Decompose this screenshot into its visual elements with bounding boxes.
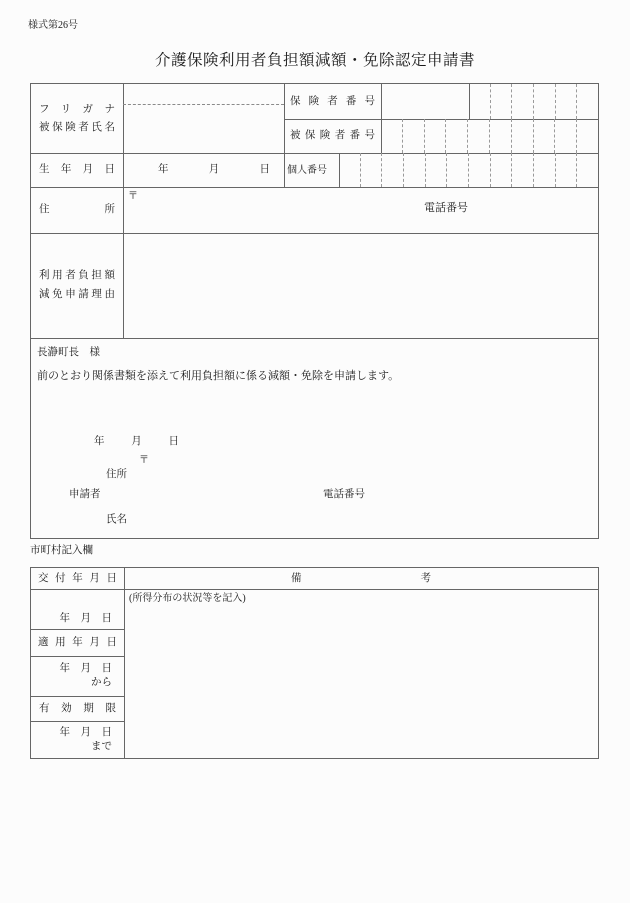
declaration-statement: 前のとおり関係書類を添えて利用負担額に係る減額・免除を申請します。 xyxy=(37,370,400,382)
digit-cell[interactable] xyxy=(469,84,490,119)
applicant-label: 申請者 xyxy=(69,489,101,500)
municipal-section-label: 市町村記入欄 xyxy=(30,545,93,556)
digit-cell[interactable] xyxy=(425,153,447,187)
digit-cell[interactable] xyxy=(533,119,555,153)
digit-cell[interactable] xyxy=(467,119,489,153)
digit-cell[interactable] xyxy=(381,153,403,187)
insured-name-label: 被保険者氏名 xyxy=(39,121,115,133)
remarks-field[interactable] xyxy=(124,589,598,758)
postal-mark: 〒 xyxy=(128,191,138,202)
year-unit: 年 xyxy=(94,436,105,448)
digit-cell[interactable] xyxy=(533,153,555,187)
digit-cell[interactable] xyxy=(381,119,402,153)
year-unit: 年 xyxy=(158,164,169,176)
birth-date-label: 生年月日 xyxy=(39,164,115,176)
remarks-header: 備考 xyxy=(291,572,431,584)
form-number: 様式第26号 xyxy=(28,20,78,31)
applicant-table xyxy=(30,83,599,539)
insured-name-field[interactable] xyxy=(123,84,284,153)
digit-cell[interactable] xyxy=(533,84,555,119)
address-label: 住所 xyxy=(39,204,115,216)
municipal-table xyxy=(30,567,599,759)
apply-date-label: 適用年月日 xyxy=(38,636,117,648)
month-unit: 月 xyxy=(131,436,142,448)
digit-cell[interactable] xyxy=(402,119,424,153)
furigana-label: フリガナ xyxy=(39,103,115,115)
recipient-line: 長瀞町長 様 xyxy=(37,347,100,358)
reason-label: 利用者負担額 減免申請理由 xyxy=(39,270,115,300)
birth-date-field[interactable] xyxy=(158,153,270,187)
declaration-address-label: 住所 xyxy=(106,469,127,480)
digit-cell[interactable] xyxy=(511,153,533,187)
from-suffix: から xyxy=(91,677,112,688)
digit-cell[interactable] xyxy=(490,153,512,187)
form-title: 介護保険利用者負担額減額・免除認定申請書 xyxy=(154,52,475,69)
personal-number-cells xyxy=(339,153,598,187)
digit-cell[interactable] xyxy=(576,153,598,187)
declaration-postal-mark: 〒 xyxy=(139,455,149,466)
address-field[interactable] xyxy=(123,187,598,233)
issue-date-field[interactable] xyxy=(31,589,124,629)
insurer-number-cells xyxy=(469,84,598,119)
digit-cell[interactable] xyxy=(511,84,533,119)
insured-number-label: 被保険者番号 xyxy=(290,130,375,142)
insured-number-cells xyxy=(381,119,598,153)
valid-until-field[interactable] xyxy=(31,721,124,758)
furigana-name-label xyxy=(31,84,123,153)
month-unit: 月 xyxy=(208,164,220,176)
valid-until-units: 年 月 日 xyxy=(59,726,112,738)
digit-cell[interactable] xyxy=(360,153,382,187)
apply-from-field[interactable] xyxy=(31,656,124,696)
declaration-date-field[interactable] xyxy=(94,435,179,449)
reason-field[interactable] xyxy=(123,233,598,338)
day-unit: 日 xyxy=(259,164,270,176)
digit-cell[interactable] xyxy=(446,153,468,187)
apply-from-units: 年 月 日 xyxy=(59,663,112,675)
digit-cell[interactable] xyxy=(445,119,467,153)
phone-number-label: 電話番号 xyxy=(424,202,468,214)
declaration-name-label: 氏名 xyxy=(106,514,127,525)
digit-cell[interactable] xyxy=(555,153,577,187)
digit-cell[interactable] xyxy=(489,119,511,153)
insurer-number-label: 保険者番号 xyxy=(290,95,375,107)
day-unit: 日 xyxy=(168,436,179,448)
declaration-section xyxy=(31,338,598,538)
digit-cell[interactable] xyxy=(554,119,576,153)
digit-cell[interactable] xyxy=(576,84,598,119)
digit-cell[interactable] xyxy=(555,84,577,119)
issue-date-header: 交付年月日 xyxy=(38,572,117,584)
digit-cell[interactable] xyxy=(339,153,360,187)
digit-cell[interactable] xyxy=(424,119,446,153)
declaration-phone-label: 電話番号 xyxy=(323,489,365,500)
digit-cell[interactable] xyxy=(576,119,598,153)
personal-number-label: 個人番号 xyxy=(287,164,327,176)
digit-cell[interactable] xyxy=(490,84,512,119)
digit-cell[interactable] xyxy=(511,119,533,153)
remarks-note: (所得分布の状況等を記入) xyxy=(129,593,246,604)
validity-label: 有効期限 xyxy=(39,702,116,714)
until-suffix: まで xyxy=(91,740,112,752)
digit-cell[interactable] xyxy=(403,153,425,187)
digit-cell[interactable] xyxy=(468,153,490,187)
issue-date-units: 年 月 日 xyxy=(59,613,112,625)
